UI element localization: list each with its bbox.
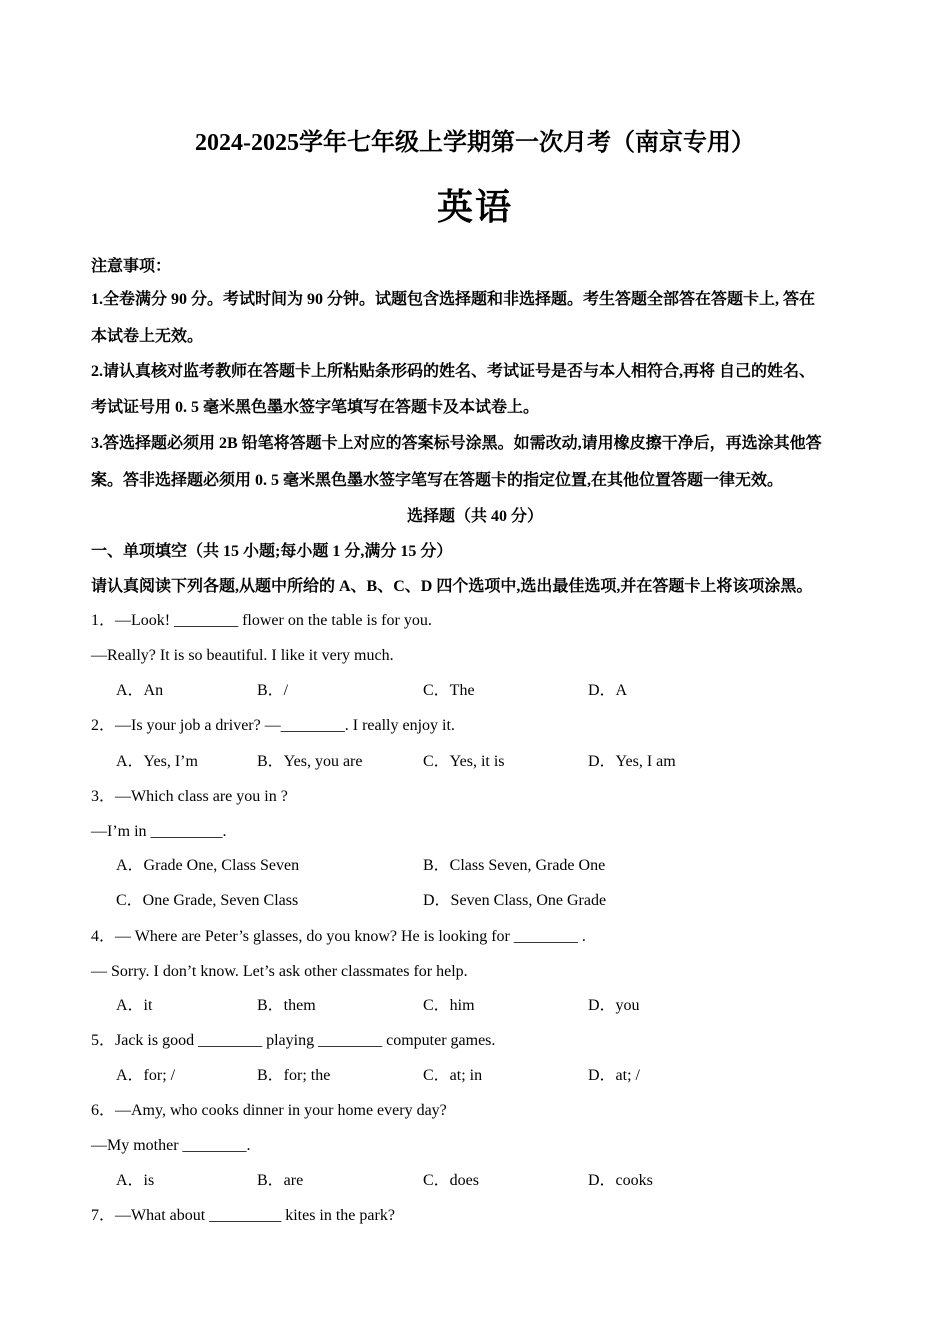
question-4-reply: — Sorry. I don’t know. Let’s ask other classmates for help. (91, 963, 468, 980)
notice-line-3b: 案。答非选择题必须用 0. 5 毫米黑色墨水签字笔写在答题卡的指定位置,在其他位置答题一律无效。 (91, 472, 784, 489)
question-1-option-b[interactable]: B．/ (257, 682, 289, 699)
question-6-reply: —My mother ________. (91, 1137, 251, 1154)
question-2-option-b[interactable]: B．Yes, you are (257, 753, 363, 770)
question-3-option-c[interactable]: C．One Grade, Seven Class (116, 892, 299, 909)
notice-heading: 注意事项： (91, 258, 172, 275)
question-2-option-d[interactable]: D．Yes, I am (588, 753, 676, 770)
question-5-option-c[interactable]: C．at; in (423, 1067, 483, 1084)
question-3-option-d[interactable]: D．Seven Class, One Grade (423, 892, 607, 909)
question-3-option-b[interactable]: B．Class Seven, Grade One (423, 857, 606, 874)
question-6-option-b[interactable]: B．are (257, 1172, 304, 1189)
notice-line-3a: 3.答选择题必须用 2B 铅笔将答题卡上对应的答案标号涂黑。如需改动,请用橡皮擦干净后，再选涂其他答 (91, 435, 822, 452)
notice-line-2a: 2.请认真核对监考教师在答题卡上所粘贴条形码的姓名、考试证号是否与本人相符合,再将 自己的姓名、 (91, 363, 816, 380)
section-title: 选择题（共 40 分） (406, 508, 543, 525)
question-4-option-c[interactable]: C．him (423, 997, 475, 1014)
subject-title: 英语 (436, 187, 513, 227)
part-instruction: 请认真阅读下列各题,从题中所给的 A、B、C、D 四个选项中,选出最佳选项,并在答题卡上将该项涂黑。 (91, 578, 813, 595)
question-1-option-c[interactable]: C．The (423, 682, 475, 699)
question-4-option-b[interactable]: B．them (257, 997, 316, 1014)
question-5-option-d[interactable]: D．at; / (588, 1067, 640, 1084)
question-6-stem: 6．—Amy, who cooks dinner in your home every day? (91, 1102, 447, 1119)
question-1-stem: 1．—Look! ________ flower on the table is for you. (91, 612, 432, 629)
question-1-option-d[interactable]: D．A (588, 682, 628, 699)
notice-line-1a: 1.全卷满分 90 分。考试时间为 90 分钟。试题包含选择题和非选择题。考生答题全部答在答题卡上, 答在 (91, 291, 816, 308)
question-7-stem: 7．—What about _________ kites in the park? (91, 1207, 395, 1224)
question-4-option-d[interactable]: D．you (588, 997, 640, 1014)
question-2-option-c[interactable]: C．Yes, it is (423, 753, 505, 770)
question-2-stem: 2．—Is your job a driver? —________. I really enjoy it. (91, 717, 455, 734)
question-1-option-a[interactable]: A．An (116, 682, 164, 699)
question-4-option-a[interactable]: A．it (116, 997, 153, 1014)
question-5-option-a[interactable]: A．for; / (116, 1067, 176, 1084)
question-3-option-a[interactable]: A．Grade One, Class Seven (116, 857, 300, 874)
question-4-stem: 4．— Where are Peter’s glasses, do you know? He is looking for ________ . (91, 928, 586, 945)
question-6-option-c[interactable]: C．does (423, 1172, 480, 1189)
question-5-option-b[interactable]: B．for; the (257, 1067, 331, 1084)
part-title: 一、单项填空（共 15 小题;每小题 1 分,满分 15 分） (91, 543, 453, 560)
question-6-option-d[interactable]: D．cooks (588, 1172, 653, 1189)
question-3-stem: 3．—Which class are you in ? (91, 788, 288, 805)
question-1-reply: —Really? It is so beautiful. I like it very much. (91, 647, 394, 664)
question-5-stem: 5．Jack is good ________ playing ________ computer games. (91, 1032, 496, 1049)
notice-line-1b: 本试卷上无效。 (91, 328, 204, 345)
exam-title: 2024-2025学年七年级上学期第一次月考（南京专用） (195, 130, 755, 156)
notice-line-2b: 考试证号用 0. 5 毫米黑色墨水签字笔填写在答题卡及本试卷上。 (91, 399, 540, 416)
question-2-option-a[interactable]: A．Yes, I’m (116, 753, 198, 770)
question-3-reply: —I’m in _________. (91, 823, 227, 840)
question-6-option-a[interactable]: A．is (116, 1172, 155, 1189)
